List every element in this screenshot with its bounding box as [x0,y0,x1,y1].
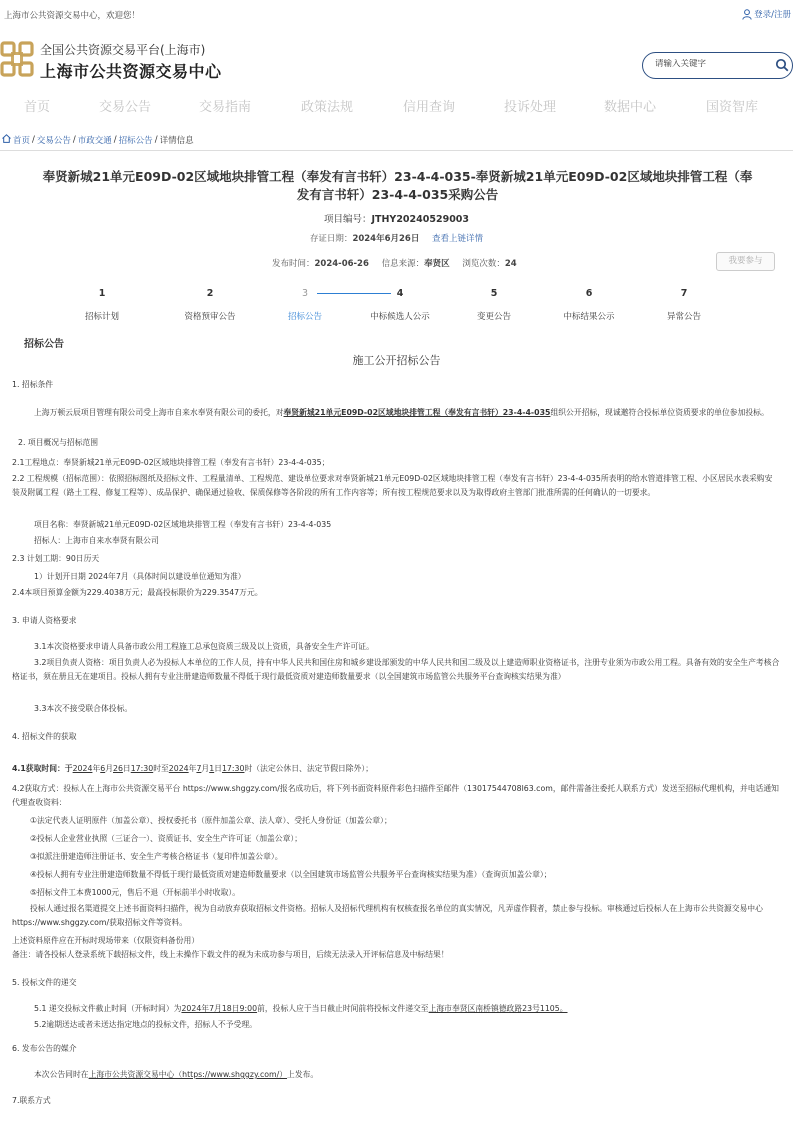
doc-deadline: 2024年7月18日9:00 [181,1004,258,1013]
nav-item-data-center[interactable]: 数据中心 [604,100,657,115]
participate-button[interactable]: 我要参与 [716,252,775,271]
breadcrumb-separator: / [72,135,76,145]
search-box[interactable] [642,52,793,79]
step-1[interactable] [47,286,157,322]
user-icon [742,9,752,20]
doc-text: 日 [214,764,222,773]
document-title: 施工公开招标公告 [352,354,441,367]
breadcrumb-municipal[interactable]: 市政交通 [77,136,112,146]
search-input[interactable] [655,59,765,69]
logo-icon[interactable] [0,41,34,79]
nav-item-home[interactable]: 首页 [24,100,51,115]
doc-line [34,1002,568,1016]
publish-time-value: 2024-06-26 [314,259,369,269]
doc-heading-2: 2. 项目概况与招标范围 [18,438,99,447]
step-label[interactable]: 资格预审公告 [184,312,236,322]
divider [0,150,793,151]
doc-heading-7: 7.联系方式 [12,1096,51,1105]
doc-heading-6: 6. 发布公告的媒介 [12,1044,77,1053]
doc-text: 日 [122,764,131,773]
step-3[interactable] [250,286,360,322]
doc-heading-1: 1. 招标条件 [12,380,54,389]
step-label[interactable]: 招标公告 [287,312,322,322]
doc-media-link[interactable]: 上海市公共资源交易中心（https://www.shggzy.com/） [88,1070,288,1079]
doc-list-item: ⑤招标文件工本费1000元，售后不退（开标前半小时收取）。 [30,888,241,897]
doc-text: 本次公告同时在 [34,1070,89,1079]
project-number-value: JTHY20240529003 [371,214,470,225]
step-number: 6 [585,288,593,299]
notice-title: 奉贤新城21单元E09D-02区域地块排管工程（奉发有言书轩）23-4-4-035-奉贤新城21单元E09D-02区域地块排管工程（奉发有言书轩）23-4-4-035采购公告 [42,169,753,202]
nav-item-credit[interactable]: 信用查询 [403,100,456,115]
doc-text: 4.1获取时间：于 [12,764,73,773]
doc-line: 项目名称：奉贤新城21单元E09D-02区域地块排管工程（奉发有言书轩）23-4-4-035 [34,520,332,529]
doc-text: 上海万顿云辰项目管理有限公司受上海市自来水奉贤有限公司的委托，对 [34,408,284,417]
doc-text: 月 [201,764,210,773]
chain-detail-link[interactable]: 查看上链详情 [432,234,484,244]
site-title: 上海市公共资源交易中心 [40,62,222,81]
doc-line: 招标人：上海市自来水奉贤有限公司 [34,536,159,545]
nav-item-announcements[interactable]: 交易公告 [99,100,152,115]
doc-date: 2024 [168,764,189,773]
step-number: 1 [98,288,106,299]
certificate-info [0,232,793,244]
step-number: 4 [396,288,404,299]
login-link[interactable] [742,8,791,20]
login-label[interactable]: 登录/注册 [754,10,791,20]
step-number: 5 [490,288,498,299]
doc-line: 5.2逾期送达或者未送达指定地点的投标文件，招标人不予受理。 [34,1020,257,1029]
doc-date: 2024 [72,764,93,773]
doc-date: 6 [100,764,106,773]
doc-paragraph: 投标人通过报名渠道提交上述书面资料扫描件，视为自动放弃获取招标文件资格。招标人及招标代理机构有权核查报名单位的真实情况，凡弄虚作假者，禁止参与投标。审核通过后投标人在上海市公共资源交易中心 https://www.shggzy.com/获取招标文件等资料。 [12,904,763,927]
doc-list-item: ④投标人拥有专业注册建造师数量不得低于现行最低资质对建造师数量要求（以全国建筑市场监管公共服务平台查询核实结果为准）（查询页加盖公章）； [30,870,552,879]
doc-heading-5: 5. 投标文件的递交 [12,978,77,987]
top-bar [0,0,793,26]
nav-item-think-tank[interactable]: 国资智库 [706,100,759,115]
doc-paragraph: 3.2项目负责人资格：项目负责人必为投标人本单位的工作人员，持有中华人民共和国住房和城乡建设部颁发的中华人民共和国二级及以上建造师职业资格证书，注册专业须为市政公用工程。具备有效的安全生产考核合格证书，须在册且无在建项目。投标人拥有专业注册建造师数量不得低于现行最低资质对建造师数量要求（以全国建筑市场监管公共服务平台查询核实结果为准） [12,658,780,681]
doc-date: 1 [209,764,215,773]
cert-date-label: 存证日期： [309,234,353,244]
step-2[interactable] [155,286,265,322]
site-header [0,34,793,88]
project-number [0,211,793,225]
platform-subtitle: 全国公共资源交易平台(上海市) [40,43,206,57]
doc-address: 上海市奉贤区南桥镇德政路23号1105。 [428,1004,568,1013]
views-value: 24 [504,259,517,269]
doc-text: 组织公开招标，现诚邀符合投标单位资质要求的单位参加投标。 [550,408,769,417]
doc-text: 5.1 递交投标文件截止时间（开标时间）为 [34,1004,182,1013]
doc-text: 年 [92,764,101,773]
search-icon[interactable] [775,58,789,75]
doc-text: 时（法定公休日、法定节假日除外）； [244,764,374,773]
doc-text: 年 [188,764,197,773]
views-label: 浏览次数： [462,259,505,269]
doc-text: 月 [105,764,113,773]
breadcrumb-separator: / [154,135,158,145]
nav-item-policy[interactable]: 政策法规 [301,100,354,115]
cert-date-value: 2024年6月26日 [352,234,420,244]
step-5[interactable] [439,286,549,322]
project-number-label: 项目编号： [323,214,372,225]
publish-time-label: 发布时间： [272,259,315,269]
step-number: 3 [301,288,309,299]
step-label[interactable]: 招标计划 [84,312,119,322]
doc-line: 2.3 计划工期：90日历天 [12,554,100,563]
doc-text: 时至 [153,764,169,773]
step-label[interactable]: 中标候选人公示 [370,312,430,322]
doc-list-item: ②投标人企业营业执照（三证合一）、资质证书、安全生产许可证（加盖公章）； [30,834,303,843]
doc-project-name: 奉贤新城21单元E09D-02区域地块排管工程（奉发有言书轩）23-4-4-035 [283,408,551,417]
source-value: 奉贤区 [424,259,450,269]
main-nav [0,96,793,118]
doc-line [34,1068,318,1082]
breadcrumb [2,134,194,146]
doc-list-item: ③拟派注册建造师注册证书、安全生产考核合格证书（复印件加盖公章）。 [30,852,283,861]
breadcrumb-tender[interactable]: 招标公告 [118,136,153,146]
doc-line: 3.1本次资格要求申请人具备市政公用工程施工总承包资质三级及以上资质，具备安全生产许可证。 [34,642,374,651]
home-icon[interactable] [2,134,11,146]
doc-heading-3: 3. 申请人资格要求 [12,616,77,625]
doc-date: 7 [196,764,202,773]
doc-line: 上述资料原件应在开标时现场带来（仅限资料备份用） [12,936,200,945]
step-label[interactable]: 变更公告 [476,312,511,322]
doc-time: 17:30 [130,764,154,773]
doc-heading-4: 4. 招标文件的获取 [12,732,77,741]
step-number: 7 [680,288,688,299]
welcome-text: 上海市公共资源交易中心，欢迎您！ [4,11,141,21]
doc-line: 3.3本次不接受联合体投标。 [34,704,133,713]
doc-line: 备注：请各投标人登录系统下载招标文件，线上未操作下载文件的视为未成功参与项目，后续无法录入开评标信息及中标结果！ [12,950,449,959]
breadcrumb-current: 详情信息 [159,136,194,146]
step-label[interactable]: 异常公告 [666,312,701,322]
doc-paragraph: 2.2 工程规模（招标范围）：依照招标图纸及招标文件、工程量清单、工程规范、建设单位要求对奉贤新城21单元E09D-02区域地块排管工程（奉发有言书轩）23-4-4-035所表明的给水管道排管工程、小区居民水表采购安装及附属工程（路土工程、修复工程等）、成品保护、确保通过验收、保质保修等各阶段的所有工作内容等；所有按工程规范要求以及为取得政府主管部门批准所需的任何确认的一切要求。 [12,474,773,497]
doc-text: 前，投标人应于当日截止时间前将投标文件递交至 [257,1004,429,1013]
doc-paragraph: 4.2获取方式：投标人在上海市公共资源交易平台 https://www.shggzy.com/报名成功后，将下列书面资料原件彩色扫描件至邮件（13017544708l63.com，邮件需备注委托人联系方式）发送至招标代理机构，并电话通知代理查收资料： [12,784,779,807]
doc-paragraph [12,406,780,420]
doc-line: 2.1工程地点：奉贤新城21单元E09D-02区域地块排管工程（奉发有言书轩）23-4-4-035； [12,458,330,467]
breadcrumb-home[interactable]: 首页 [13,136,31,146]
doc-line: 2.4本项目预算金额为229.4038万元；最高投标限价为229.3547万元。 [12,588,263,597]
doc-line [12,762,373,776]
doc-time: 17:30 [221,764,245,773]
step-6[interactable] [534,286,644,322]
doc-list-item: ①法定代表人证明原件（加盖公章）、授权委托书（原件加盖公章、法人章）、受托人身份证（加盖公章）； [30,816,392,825]
breadcrumb-separator: / [113,135,117,145]
breadcrumb-separator: / [32,135,35,145]
step-label[interactable]: 中标结果公示 [563,312,615,322]
step-7[interactable] [629,286,739,322]
breadcrumb-announcements[interactable]: 交易公告 [36,136,71,146]
doc-date: 26 [113,764,123,773]
process-steps [0,286,793,326]
publish-meta [272,257,527,269]
nav-item-guide[interactable]: 交易指南 [199,100,252,115]
source-label: 信息来源： [381,259,425,269]
nav-item-complaints[interactable]: 投诉处理 [504,100,557,115]
doc-line: 1）计划开日期 2024年7月（具体时间以建设单位通知为准） [34,572,246,581]
doc-text: 上发布。 [287,1070,319,1079]
step-number: 2 [206,288,214,299]
section-heading: 招标公告 [24,339,64,350]
